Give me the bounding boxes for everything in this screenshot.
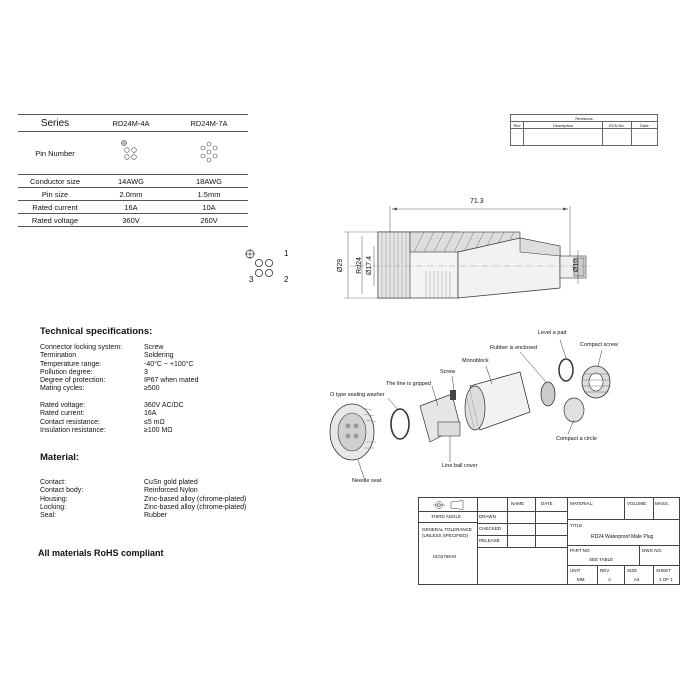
material-list: [40, 479, 280, 520]
date-header: DATE: [541, 501, 553, 506]
label-needle-seat: Needle seat: [352, 478, 382, 484]
spec-value: Screw: [144, 344, 164, 351]
rev-value: A: [608, 577, 612, 582]
dwg-no-label: DWG NO.: [642, 548, 663, 553]
spec-key: Degree of protection:: [40, 377, 106, 385]
tech-spec-title: Technical specifications:: [40, 326, 153, 337]
pin-label-1: 1: [284, 249, 289, 258]
description-col: Description: [524, 122, 603, 129]
spec-key: Temperature range:: [40, 360, 102, 368]
dim-rd24: Rd24: [355, 257, 363, 274]
iso-label: ISO2768-M: [433, 554, 457, 559]
label-o-type-washer: O type sealing washer: [330, 392, 385, 398]
pin-label-3: 3: [249, 275, 254, 284]
checked-label: CHECKED: [479, 526, 502, 531]
ecn-cell: [603, 129, 632, 146]
label-compact-screw: Compact screw: [580, 342, 618, 348]
spec-key: Insulation resistance:: [40, 426, 106, 434]
name-header: NAME: [511, 501, 525, 506]
material-value: Rubber: [144, 512, 167, 520]
spec-value: ≥100 MΩ: [144, 426, 173, 434]
label-screw: Screw: [440, 369, 456, 375]
conductor-size-7a: 18AWG: [170, 175, 248, 188]
label-compact-circle: Compact a circle: [556, 436, 597, 442]
unit-label: UNIT: [570, 568, 581, 573]
spec-key: Rated current:: [40, 410, 85, 418]
pin-number-label: Pin Number: [18, 132, 92, 175]
title-value: RD24 Waterproof Male Plug: [591, 534, 654, 540]
material-key: Housing:: [40, 495, 68, 503]
title-label: TITLE: [570, 523, 583, 528]
rated-current-4a: 16A: [92, 201, 170, 214]
label-line-ball-cover: Line ball cover: [442, 463, 478, 469]
conductor-size-4a: 14AWG: [92, 175, 170, 188]
pin-label-2: 2: [284, 275, 289, 284]
material-label: MATERIAL:: [570, 501, 594, 506]
part-no-value: SEE TABLE: [589, 557, 614, 562]
drawn-label: DRAWN: [479, 514, 496, 519]
material-value: CuSn gold plated: [144, 479, 198, 486]
label-line-gripped: The line is gripped: [386, 381, 431, 387]
size-value: A4: [634, 577, 640, 582]
rev-col: Rev: [511, 122, 524, 129]
sheet-value: 1 OF 1: [659, 577, 673, 582]
pin-size-4a: 2.0mm: [92, 188, 170, 201]
material-value: Reinforced Nylon: [144, 487, 198, 495]
spec-value: -40°C ~ +100°C: [144, 360, 194, 368]
rated-current-7a: 10A: [170, 201, 248, 214]
tolerance-label: GENERAL TOLERANCE: [422, 527, 472, 532]
pin-size-7a: 1.5mm: [170, 188, 248, 201]
label-monoblock: Monoblock: [462, 358, 489, 364]
rohs-note: All materials RoHS compliant: [38, 548, 164, 558]
revisions-title: Revisions: [511, 115, 658, 122]
spec-value: 16A: [144, 410, 157, 418]
third-angle-label: THIRD ANGLE: [431, 514, 462, 519]
spec-value: ≤5 mΩ: [144, 418, 165, 426]
spec-value: IP67 when mated: [144, 377, 199, 385]
part-no-label: PART NO.: [570, 548, 591, 553]
title-block: [418, 497, 680, 585]
ecn-col: ECN No.: [603, 122, 632, 129]
mass-label: MASS:: [655, 501, 670, 506]
unit-value: MM: [577, 577, 585, 582]
date-cell: [632, 129, 658, 146]
dim-d29: Ø29: [337, 258, 345, 273]
description-cell: [524, 129, 603, 146]
series-header: Series: [18, 115, 92, 132]
spec-value: 3: [144, 368, 148, 376]
spec-key: Termination: [40, 352, 77, 360]
dim-length: 71.3: [470, 198, 484, 205]
spec-value: Soldering: [144, 352, 174, 360]
size-label: SIZE: [627, 568, 638, 573]
material-key: Locking:: [40, 503, 67, 511]
rated-voltage-4a: 360V: [92, 214, 170, 227]
rated-current-label: Rated current: [18, 201, 92, 214]
connector-side-drawing: [330, 196, 600, 316]
pin-diagram-7a: [170, 132, 248, 175]
label-level-pad: Level a pad: [538, 330, 567, 336]
pin-diagram-large: [240, 244, 300, 290]
dim-d17: Ø17.4: [366, 255, 374, 276]
rated-voltage-label: Rated voltage: [18, 214, 92, 227]
rated-voltage-7a: 260V: [170, 214, 248, 227]
spec-value: ≥500: [144, 385, 160, 393]
spec-key: Contact resistance:: [40, 418, 100, 426]
rev-label: REV.: [600, 568, 611, 573]
material-key: Contact:: [40, 479, 67, 486]
dim-d10: Ø10: [573, 258, 581, 273]
spec-key: Connector locking system:: [40, 344, 123, 351]
material-key: Seal:: [40, 512, 56, 520]
tech-spec-group2: [40, 402, 240, 435]
series-header-4a: RD24M-4A: [92, 115, 170, 132]
pin-diagram-4a: [92, 132, 170, 175]
projection-symbol-icon: [431, 500, 467, 510]
material-value: Zinc-based alloy (chrome-plated): [144, 495, 247, 503]
spec-key: Mating cycles:: [40, 385, 85, 393]
spec-key: Pollution degree:: [40, 368, 93, 376]
material-value: Zinc-based alloy (chrome-plated): [144, 503, 247, 511]
exploded-view-drawing: [320, 330, 640, 490]
sheet-label: SHEET: [656, 568, 672, 573]
revisions-table: [510, 114, 658, 146]
spec-value: 360V AC/DC: [144, 402, 184, 409]
material-title: Material:: [40, 452, 80, 463]
pin-size-label: Pin size: [18, 188, 92, 201]
series-header-7a: RD24M-7A: [170, 115, 248, 132]
conductor-size-label: Conductor size: [18, 175, 92, 188]
material-key: Contact body:: [40, 487, 84, 495]
release-label: RELEASE: [479, 538, 500, 543]
volume-label: VOLUME:: [627, 501, 648, 506]
tech-spec-group1: [40, 344, 240, 394]
series-table: [18, 114, 248, 227]
rev-cell: [511, 129, 524, 146]
label-rubber-enclosed: Rubber is enclosed: [490, 345, 538, 351]
tolerance-sub-label: (UNLESS SPECIFIED): [422, 533, 469, 538]
date-col: Date: [632, 122, 658, 129]
spec-key: Rated voltage:: [40, 402, 86, 409]
